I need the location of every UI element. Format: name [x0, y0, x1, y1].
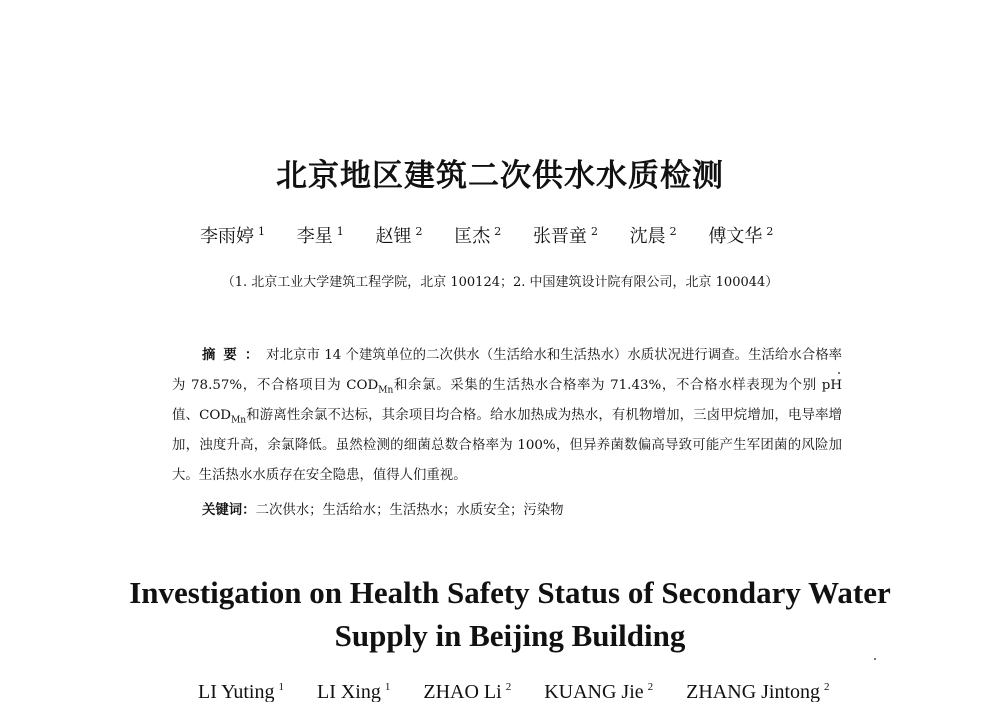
author-en-name: ZHAO Li	[423, 681, 502, 702]
english-authors	[198, 681, 898, 702]
author-en-name: KUANG Jie	[544, 681, 644, 702]
abstract-subscript: Mn	[231, 415, 247, 426]
chinese-affiliations: （1. 北京工业大学建筑工程学院，北京 100124；2. 中国建筑设计院有限公司，北京 100044）	[221, 275, 779, 290]
author-cn-name: 沈晨	[629, 226, 666, 247]
chinese-authors	[200, 222, 840, 248]
abstract-subscript: Mn	[378, 385, 394, 396]
scan-speck	[838, 372, 840, 374]
author-cn-sup: 2	[494, 225, 502, 238]
author-cn-sup: 2	[415, 225, 423, 238]
author-en	[423, 681, 511, 702]
author-en	[317, 681, 390, 702]
author-en-sup: 2	[824, 681, 830, 694]
author-en-sup: 2	[505, 681, 512, 694]
author-en	[198, 681, 284, 702]
author-en	[686, 681, 829, 702]
abstract-text: 和游离性余氯不达标，其余项目均合格。给水加热成为热水，有机物增加，三卤甲烷增加，电导率增加，浊度升高，余氯降低。虽然检测的细菌总数合格率为 100%，但异养菌数偏高导致可能产生军团菌的风险加大。生活热水水质存在安全隐患，值得人们重视。	[172, 408, 843, 483]
author-cn-name: 李雨婷	[200, 226, 254, 247]
author-en-name: ZHANG Jintong	[686, 681, 821, 702]
author-cn-sup: 2	[669, 225, 677, 238]
author-cn	[630, 222, 677, 248]
keywords-text: 二次供水；生活给水；生活热水；水质安全；污染物	[255, 503, 564, 518]
author-cn-name: 傅文华	[708, 226, 763, 247]
author-cn-name: 匡杰	[454, 226, 491, 247]
author-en-name: LI Yuting	[198, 681, 275, 702]
author-cn-name: 张晋童	[532, 226, 587, 247]
author-en-sup: 1	[278, 681, 284, 694]
author-cn	[708, 222, 773, 248]
author-cn	[297, 222, 344, 248]
abstract-text: 对北京市 14 个建筑单位的二次供水（生活给水和生活热水）水质状况进行调查。生活给水合格率为 78.57%，不合格项目为 COD	[172, 348, 842, 393]
author-en-sup: 2	[647, 681, 654, 694]
keywords-label: 关键词：	[202, 502, 256, 518]
author-cn-sup: 1	[258, 225, 265, 238]
author-cn-sup: 2	[590, 225, 598, 238]
abstract-text: 和余氯。采集的生活热水合格率为 71.43%，不合格水样表现为个别 pH 值、COD	[172, 378, 842, 423]
author-cn-name: 李星	[296, 226, 333, 247]
author-cn	[375, 222, 422, 248]
author-cn	[200, 222, 265, 248]
chinese-title: 北京地区建筑二次供水水质检测	[276, 158, 724, 194]
author-en-sup: 1	[384, 681, 391, 694]
author-cn-sup: 2	[766, 225, 774, 238]
author-cn	[533, 222, 598, 248]
keywords-cn	[202, 499, 842, 518]
author-cn	[454, 222, 501, 248]
scan-speck	[874, 658, 876, 660]
author-en-name: LI Xing	[316, 681, 381, 702]
english-title: Investigation on Health Safety Status of Secondary Water Supply in Beijing Building	[129, 575, 891, 653]
abstract-cn	[172, 340, 842, 491]
author-cn-name: 赵锂	[375, 226, 412, 247]
author-cn-sup: 1	[336, 225, 344, 238]
abstract-label: 摘要：	[202, 347, 267, 363]
author-en	[544, 681, 653, 702]
